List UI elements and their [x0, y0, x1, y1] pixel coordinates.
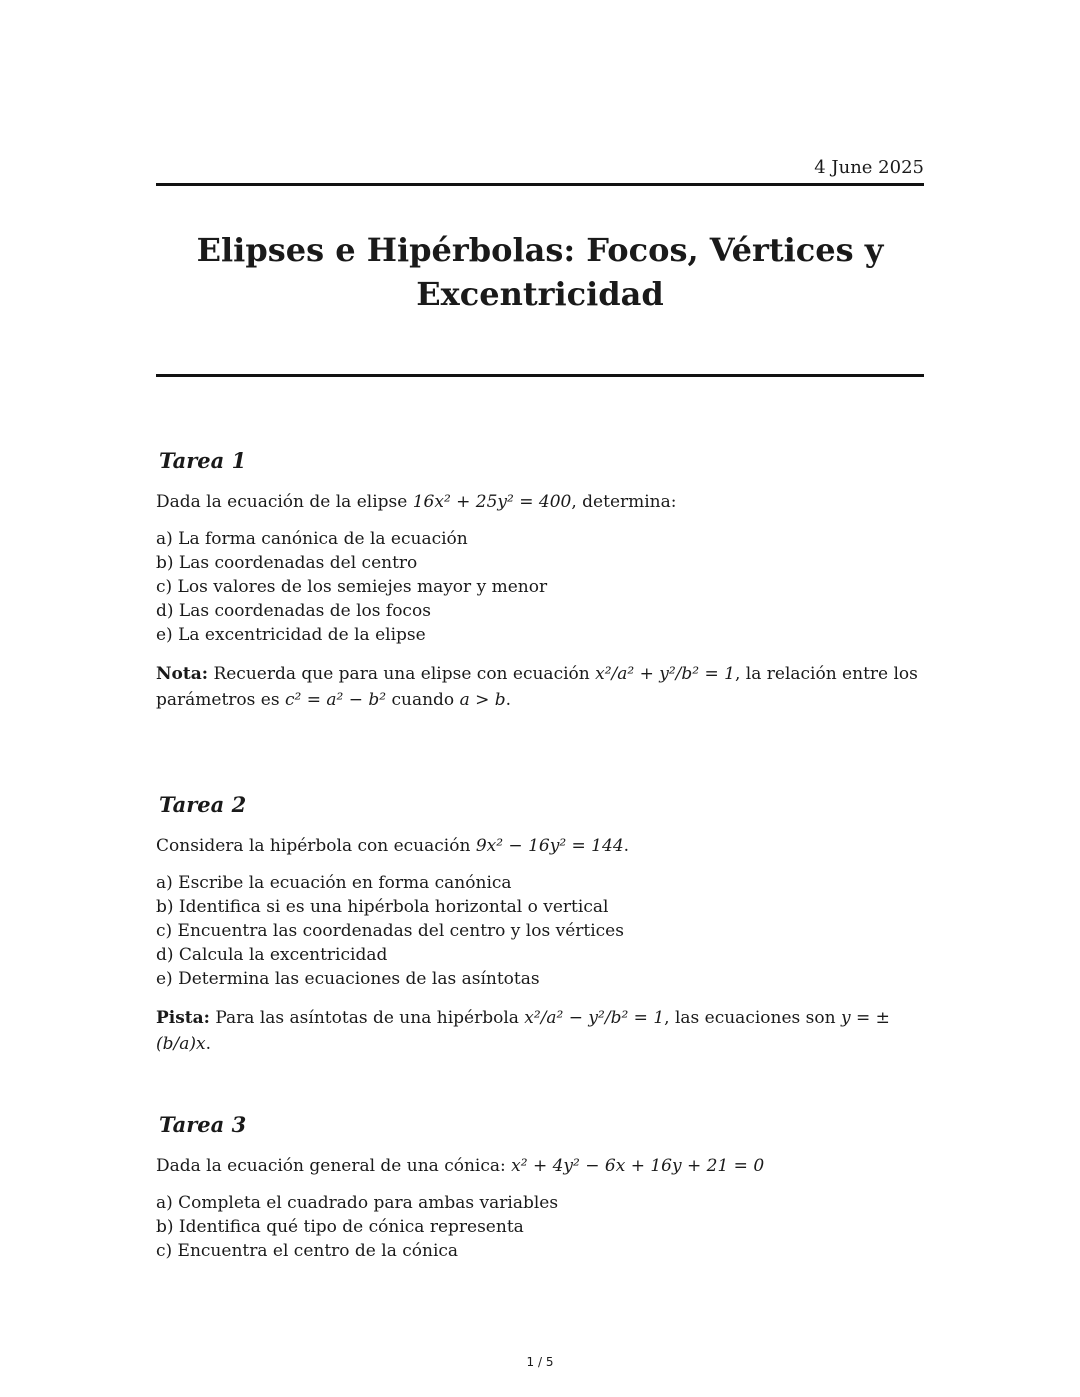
focal-relation-formula: c² = a² − b² [284, 690, 387, 710]
asymptote-formula: y = ±(b/a)x [156, 1008, 890, 1054]
task-1 [156, 447, 924, 713]
note-label: Nota: [156, 664, 209, 684]
list-item: c) Encuentra el centro de la cónica [156, 1241, 459, 1261]
hint-label: Pista: [156, 1008, 210, 1028]
axis-condition-formula: a > b [459, 690, 506, 710]
task-2-list [156, 871, 924, 991]
list-item: d) Calcula la excentricidad [156, 945, 388, 965]
hyperbola-standard-formula: x²/a² − y²/b² = 1 [524, 1008, 665, 1028]
header-rule-top [156, 183, 924, 186]
task-3-equation: x² + 4y² − 6x + 16y + 21 = 0 [511, 1156, 765, 1176]
document-title [156, 228, 924, 316]
task-3-title: Tarea 3 [159, 1112, 247, 1137]
list-item: a) La forma canónica de la ecuación [156, 529, 468, 549]
list-item: b) Identifica si es una hipérbola horizontal o vertical [156, 897, 609, 917]
task-1-intro: Dada la ecuación de la elipse 16x² + 25y² = 400, determina: [156, 492, 677, 512]
task-3 [156, 1111, 924, 1277]
list-item: c) Encuentra las coordenadas del centro y los vértices [156, 921, 624, 941]
task-1-equation: 16x² + 25y² = 400 [412, 492, 572, 512]
task-1-title: Tarea 1 [159, 448, 247, 473]
task-1-list [156, 527, 924, 647]
header-rule-bottom [156, 374, 924, 377]
task-2-intro: Considera la hipérbola con ecuación 9x² − 16y² = 144. [156, 836, 630, 856]
title-line-2: Excentricidad [416, 275, 664, 313]
task-3-list [156, 1191, 924, 1263]
task-2-title: Tarea 2 [159, 792, 247, 817]
task-2-hint: Pista: Para las asíntotas de una hipérbola x²/a² − y²/b² = 1, las ecuaciones son y = ±(b/a)x. [156, 1008, 890, 1054]
document-date: 4 June 2025 [814, 157, 924, 178]
list-item: e) La excentricidad de la elipse [156, 625, 426, 645]
list-item: e) Determina las ecuaciones de las asíntotas [156, 969, 540, 989]
list-item: b) Las coordenadas del centro [156, 553, 418, 573]
list-item: c) Los valores de los semiejes mayor y menor [156, 577, 548, 597]
list-item: b) Identifica qué tipo de cónica representa [156, 1217, 524, 1237]
page-number: 1 / 5 [526, 1355, 554, 1369]
task-2 [156, 791, 924, 1057]
list-item: a) Completa el cuadrado para ambas variables [156, 1193, 559, 1213]
title-line-1: Elipses e Hipérbolas: Focos, Vértices y [196, 231, 884, 269]
list-item: d) Las coordenadas de los focos [156, 601, 431, 621]
task-3-intro: Dada la ecuación general de una cónica: x² + 4y² − 6x + 16y + 21 = 0 [156, 1156, 765, 1176]
task-2-equation: 9x² − 16y² = 144 [475, 836, 624, 856]
ellipse-standard-formula: x²/a² + y²/b² = 1 [595, 664, 735, 684]
task-1-note: Nota: Recuerda que para una elipse con ecuación x²/a² + y²/b² = 1, la relación entre los parámetros es c² = a² − b² cuando a > b. [156, 664, 918, 710]
list-item: a) Escribe la ecuación en forma canónica [156, 873, 512, 893]
